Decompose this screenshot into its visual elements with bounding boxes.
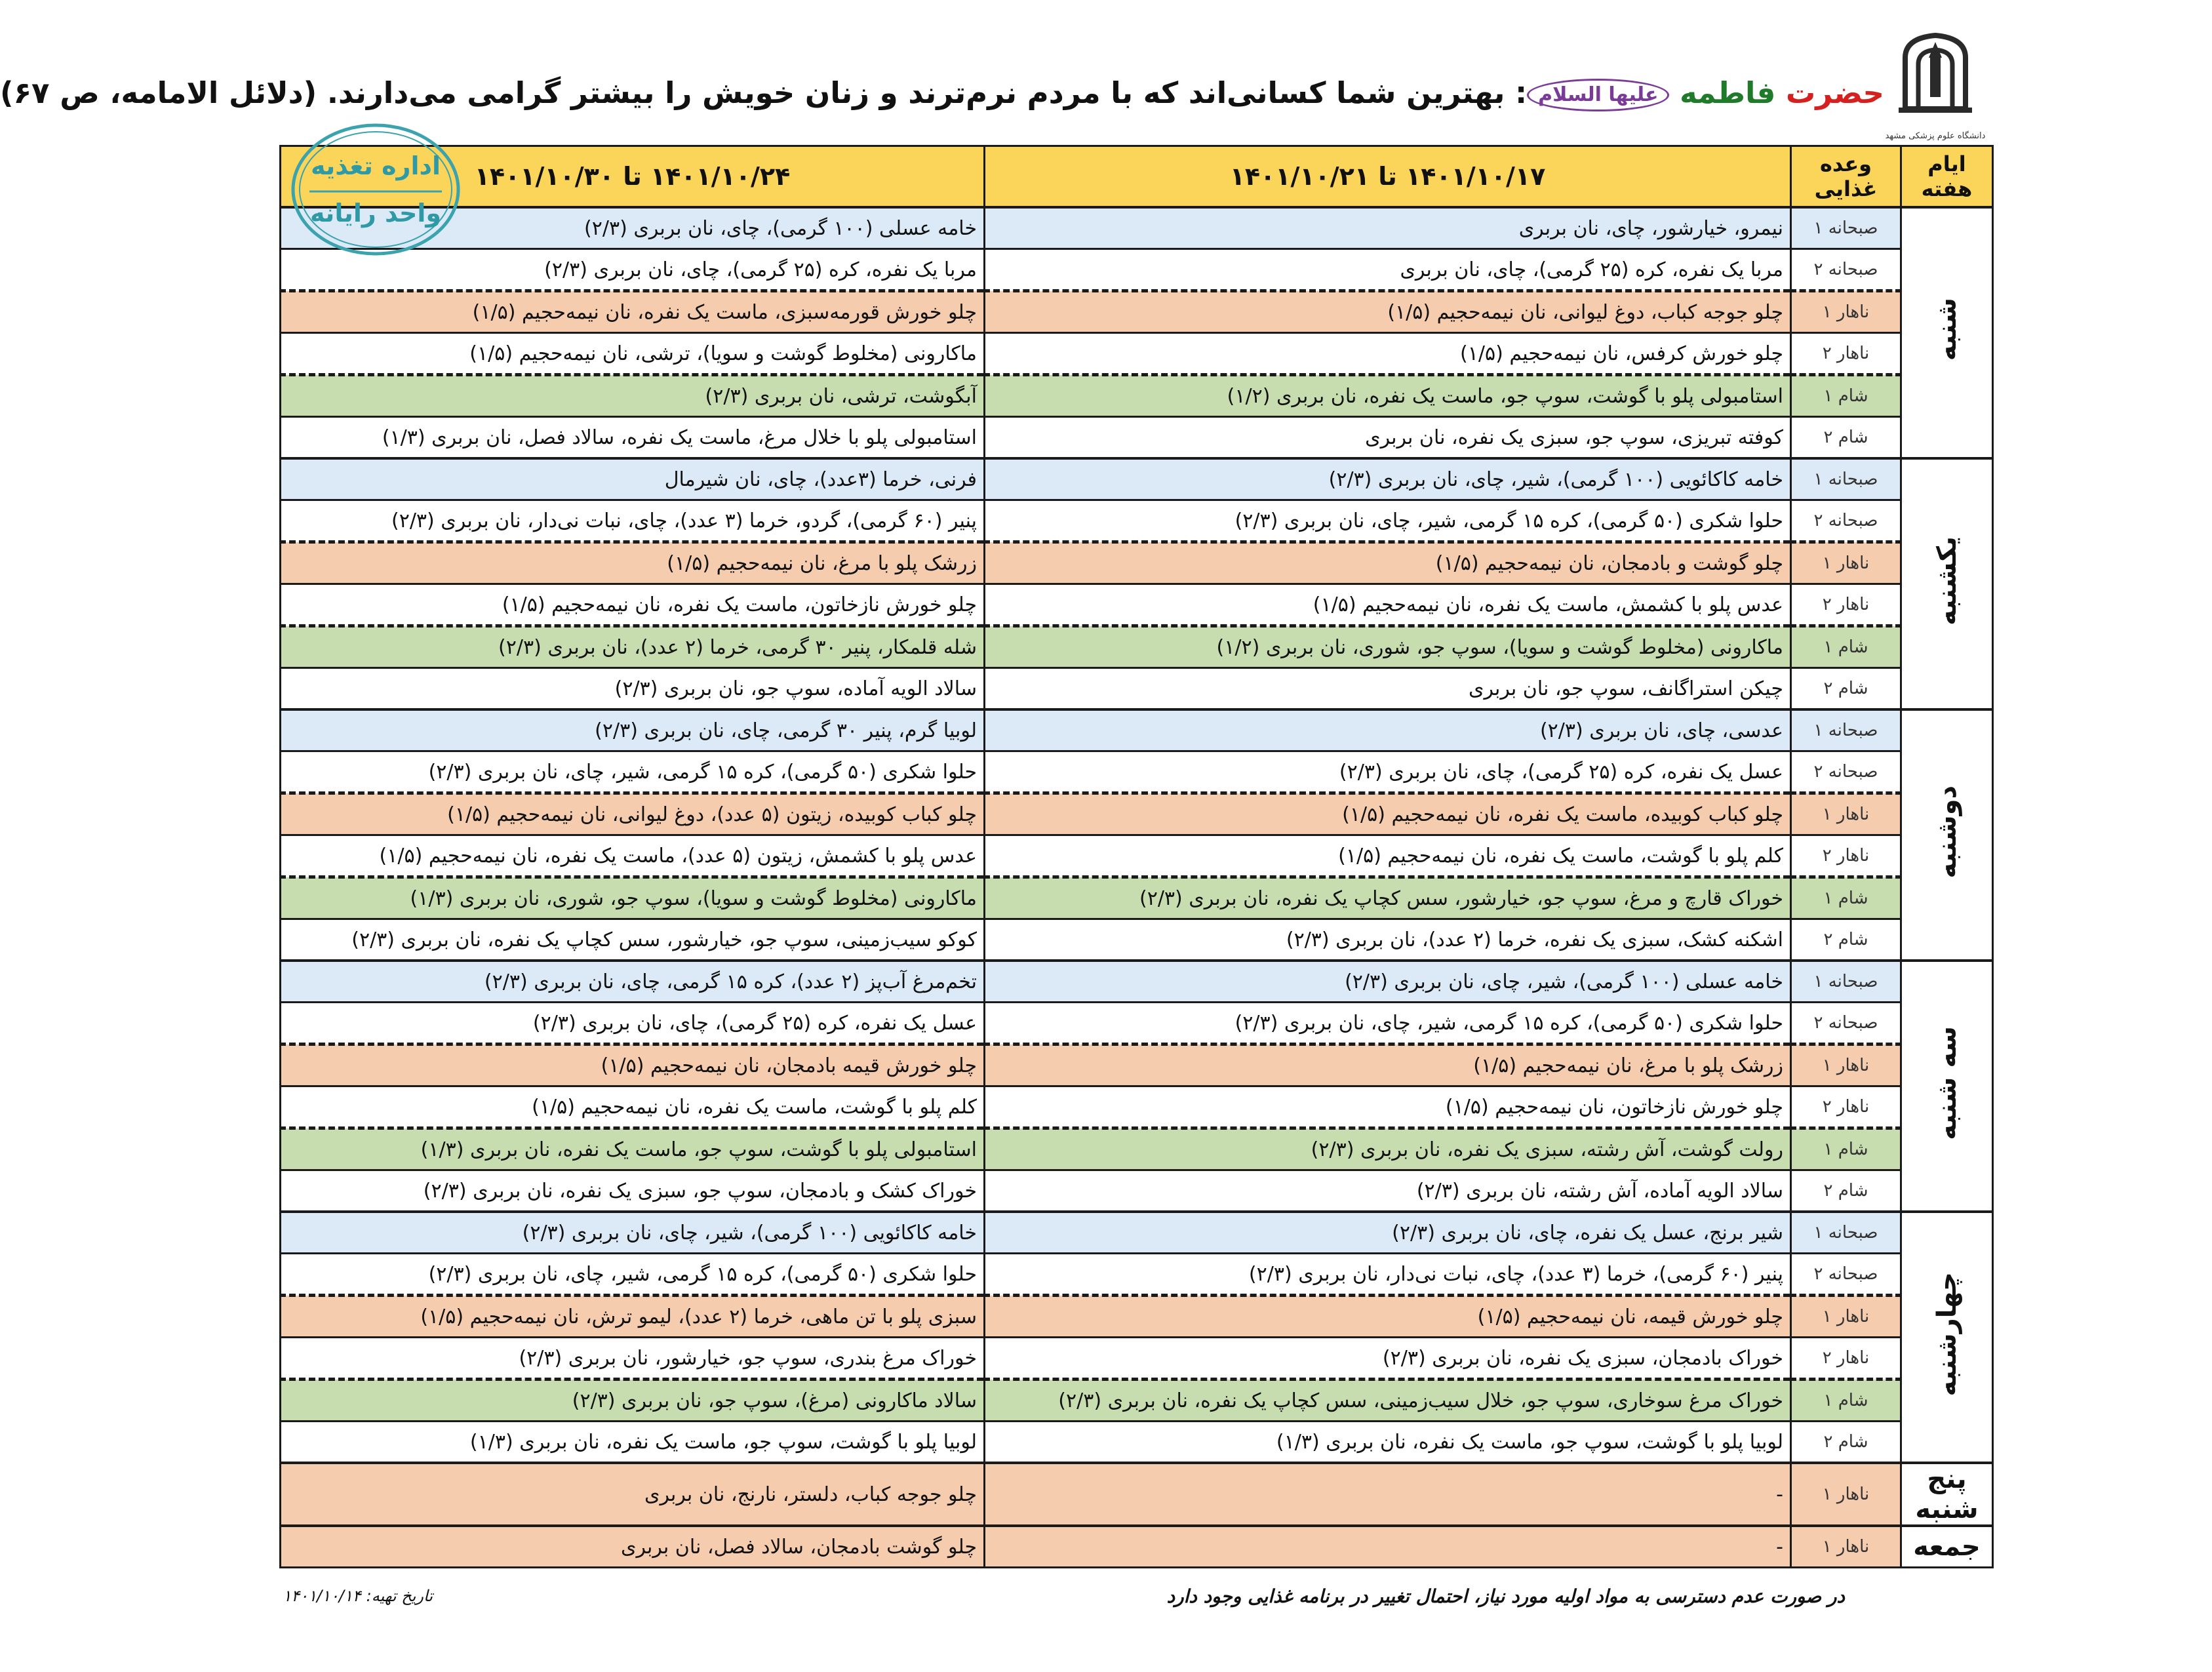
nutrition-office-stamp (290, 122, 462, 257)
week1-meal: اشکنه کشک، سبزی یک نفره، خرما (۲ عدد)، نان بربری (۲/۳) (985, 919, 1791, 961)
meal-slot: ناهار ۱ (1791, 1463, 1901, 1526)
meal-slot: صبحانه ۲ (1791, 500, 1901, 542)
week2-meal: سالاد الویه آماده، سوپ جو، نان بربری (۲/۳) (281, 668, 985, 710)
week1-meal: شیر برنج، عسل یک نفره، چای، نان بربری (۲/۳) (985, 1212, 1791, 1254)
week2-meal: حلوا شکری (۵۰ گرمی)، کره ۱۵ گرمی، شیر، چای، نان بربری (۲/۳) (281, 1254, 985, 1296)
week2-meal: استامبولی پلو با خلال مرغ، ماست یک نفره، سالاد فصل، نان بربری (۱/۳) (281, 417, 985, 459)
week2-meal: چلو گوشت بادمجان، سالاد فصل، نان بربری (281, 1526, 985, 1568)
day-name-cell (1901, 458, 1993, 709)
table-row (281, 1338, 1993, 1380)
week1-meal: خوراک مرغ سوخاری، سوپ جو، خلال سیب‌زمینی، سس کچاپ یک نفره، نان بربری (۲/۳) (985, 1380, 1791, 1422)
meal-slot: صبحانه ۲ (1791, 1003, 1901, 1045)
week1-meal: حلوا شکری (۵۰ گرمی)، کره ۱۵ گرمی، شیر، چای، نان بربری (۲/۳) (985, 500, 1791, 542)
week1-meal: چلو خورش نازخاتون، نان نیمه‌حجیم (۱/۵) (985, 1086, 1791, 1128)
table-row (281, 249, 1993, 291)
week2-meal: زرشک پلو با مرغ، نان نیمه‌حجیم (۱/۵) (281, 542, 985, 584)
prepared-label: تاریخ تهیه: (366, 1587, 433, 1605)
week2-meal: تخم‌مرغ آب‌پز (۲ عدد)، کره ۱۵ گرمی، چای، نان بربری (۲/۳) (281, 961, 985, 1003)
col-header-meal: وعده غذایی (1791, 146, 1901, 208)
week2-meal: خامه کاکائویی (۱۰۰ گرمی)، شیر، چای، نان بربری (۲/۳) (281, 1212, 985, 1254)
honorific-seal: عليها السلام (1527, 79, 1669, 111)
table-row (281, 542, 1993, 584)
table-row (281, 584, 1993, 626)
week2-meal: خوراک کشک و بادمجان، سوپ جو، سبزی یک نفره، نان بربری (۲/۳) (281, 1170, 985, 1212)
meal-slot: صبحانه ۲ (1791, 1254, 1901, 1296)
day-name-cell (1901, 1463, 1993, 1526)
week2-meal: کلم پلو با گوشت، ماست یک نفره، نان نیمه‌حجیم (۱/۵) (281, 1086, 985, 1128)
week1-meal: - (985, 1463, 1791, 1526)
table-row (281, 877, 1993, 919)
week2-meal: شله قلمکار، پنیر ۳۰ گرمی، خرما (۲ عدد)، نان بربری (۲/۳) (281, 626, 985, 668)
week2-meal: ماکارونی (مخلوط گوشت و سویا)، سوپ جو، شوری، نان بربری (۱/۳) (281, 877, 985, 919)
table-row (281, 668, 1993, 710)
stamp-line1: اداره تغذیه (310, 151, 441, 180)
table-row (281, 1170, 1993, 1212)
table-row (281, 751, 1993, 793)
week1-meal: لوبیا پلو با گوشت، سوپ جو، ماست یک نفره، نان بربری (۱/۳) (985, 1422, 1791, 1463)
week2-meal: خوراک مرغ بندری، سوپ جو، خیارشور، نان بربری (۲/۳) (281, 1338, 985, 1380)
col-header-week1: ۱۴۰۱/۱۰/۱۷ تا ۱۴۰۱/۱۰/۲۱ (985, 146, 1791, 208)
meal-slot: ناهار ۲ (1791, 1338, 1901, 1380)
meal-slot: ناهار ۲ (1791, 584, 1901, 626)
meal-slot: شام ۲ (1791, 919, 1901, 961)
meal-slot: ناهار ۱ (1791, 793, 1901, 835)
hadith-quote (0, 63, 1884, 123)
table-row (281, 207, 1993, 249)
hadith-speaker: حضرت فاطمه (1680, 75, 1884, 110)
week1-meal: کوفته تبریزی، سوپ جو، سبزی یک نفره، نان بربری (985, 417, 1791, 459)
table-row (281, 458, 1993, 500)
meal-slot: صبحانه ۱ (1791, 1212, 1901, 1254)
meal-slot: شام ۱ (1791, 1380, 1901, 1422)
table-row (281, 1422, 1993, 1463)
week1-meal: چلو گوشت و بادمجان، نان نیمه‌حجیم (۱/۵) (985, 542, 1791, 584)
table-row (281, 1128, 1993, 1170)
logo-caption: دانشگاه علوم پزشکی مشهد (1885, 131, 1986, 141)
week1-meal: نیمرو، خیارشور، چای، نان بربری (985, 207, 1791, 249)
meal-slot: صبحانه ۱ (1791, 458, 1901, 500)
meal-slot: ناهار ۱ (1791, 1045, 1901, 1086)
meal-slot: ناهار ۲ (1791, 1086, 1901, 1128)
week1-meal: استامبولی پلو با گوشت، سوپ جو، ماست یک نفره، نان بربری (۱/۲) (985, 375, 1791, 417)
meal-slot: صبحانه ۱ (1791, 709, 1901, 751)
table-row (281, 626, 1993, 668)
table-row (281, 709, 1993, 751)
meal-slot: شام ۱ (1791, 1128, 1901, 1170)
week1-meal: سالاد الویه آماده، آش رشته، نان بربری (۲/۳) (985, 1170, 1791, 1212)
day-name-cell (1901, 1526, 1993, 1568)
week1-meal: مربا یک نفره، کره (۲۵ گرمی)، چای، نان بربری (985, 249, 1791, 291)
meal-slot: صبحانه ۱ (1791, 207, 1901, 249)
week2-meal: استامبولی پلو با گوشت، سوپ جو، ماست یک نفره، نان بربری (۱/۳) (281, 1128, 985, 1170)
week2-meal: خامه عسلی (۱۰۰ گرمی)، چای، نان بربری (۲/۳) (281, 207, 985, 249)
day-name-cell (1901, 207, 1993, 458)
meal-slot: شام ۲ (1791, 668, 1901, 710)
table-row (281, 1254, 1993, 1296)
day-name-cell (1901, 709, 1993, 961)
week1-meal: رولت گوشت، آش رشته، سبزی یک نفره، نان بربری (۲/۳) (985, 1128, 1791, 1170)
week1-meal: ماکارونی (مخلوط گوشت و سویا)، سوپ جو، شوری، نان بربری (۱/۲) (985, 626, 1791, 668)
prepared-date-value: ۱۴۰۱/۱۰/۱۴ (283, 1587, 361, 1605)
meal-slot: شام ۱ (1791, 375, 1901, 417)
week1-meal: پنیر (۶۰ گرمی)، خرما (۳ عدد)، چای، نبات نی‌دار، نان بربری (۲/۳) (985, 1254, 1791, 1296)
meal-slot: ناهار ۲ (1791, 333, 1901, 375)
day-name: دوشنبه (1931, 785, 1962, 879)
week1-meal: - (985, 1526, 1791, 1568)
day-name-cell (1901, 1212, 1993, 1463)
table-row (281, 1086, 1993, 1128)
stamp-line2: واحد رایانه (310, 199, 441, 228)
week1-meal: خامه عسلی (۱۰۰ گرمی)، شیر، چای، نان بربری (۲/۳) (985, 961, 1791, 1003)
day-name: چهارشنبه (1931, 1271, 1962, 1397)
meal-slot: صبحانه ۱ (1791, 961, 1901, 1003)
week2-meal: چلو جوجه کباب، دلستر، نارنج، نان بربری (281, 1463, 985, 1526)
meal-slot: شام ۱ (1791, 626, 1901, 668)
week1-meal: خوراک قارچ و مرغ، سوپ جو، خیارشور، سس کچاپ یک نفره، نان بربری (۲/۳) (985, 877, 1791, 919)
col-header-day: ایام هفته (1901, 146, 1993, 208)
week2-meal: کوکو سیب‌زمینی، سوپ جو، خیارشور، سس کچاپ یک نفره، نان بربری (۲/۳) (281, 919, 985, 961)
table-row (281, 835, 1993, 877)
meal-slot: شام ۲ (1791, 1422, 1901, 1463)
table-row (281, 919, 1993, 961)
meal-slot: شام ۲ (1791, 1170, 1901, 1212)
table-row (281, 1003, 1993, 1045)
meal-slot: ناهار ۱ (1791, 542, 1901, 584)
meal-slot: ناهار ۲ (1791, 835, 1901, 877)
week1-meal: چلو جوجه کباب، دوغ لیوانی، نان نیمه‌حجیم (۱/۵) (985, 291, 1791, 333)
table-row (281, 1526, 1993, 1568)
week2-meal: سالاد ماکارونی (مرغ)، سوپ جو، نان بربری (۲/۳) (281, 1380, 985, 1422)
day-name: جمعه (1913, 1532, 1981, 1562)
table-row (281, 417, 1993, 459)
week1-meal: چلو کباب کوبیده، ماست یک نفره، نان نیمه‌حجیم (۱/۵) (985, 793, 1791, 835)
week1-meal: حلوا شکری (۵۰ گرمی)، کره ۱۵ گرمی، شیر، چای، نان بربری (۲/۳) (985, 1003, 1791, 1045)
table-row (281, 1212, 1993, 1254)
week2-meal: چلو خورش قیمه بادمجان، نان نیمه‌حجیم (۱/۵) (281, 1045, 985, 1086)
meal-slot: صبحانه ۲ (1791, 751, 1901, 793)
week1-meal: چیکن استراگانف، سوپ جو، نان بربری (985, 668, 1791, 710)
table-header-row (281, 146, 1993, 208)
table-row (281, 1045, 1993, 1086)
hadith-text: : بهترین شما کسانی‌اند که با مردم نرم‌ترند و زنان خویش را بیشتر گرامی می‌دارند. (دلائل الامامه، ص ۶۷) (0, 75, 1528, 110)
hadith-speaker-name: فاطمه (1680, 75, 1776, 110)
week2-meal: ماکارونی (مخلوط گوشت و سویا)، ترشی، نان نیمه‌حجیم (۱/۵) (281, 333, 985, 375)
week1-meal: عدس پلو با کشمش، ماست یک نفره، نان نیمه‌حجیم (۱/۵) (985, 584, 1791, 626)
week2-meal: چلو خورش نازخاتون، ماست یک نفره، نان نیمه‌حجیم (۱/۵) (281, 584, 985, 626)
day-name: شنبه (1931, 298, 1962, 361)
table-row (281, 961, 1993, 1003)
day-name: یکشنبه (1931, 536, 1962, 626)
week1-meal: چلو خورش کرفس، نان نیمه‌حجیم (۱/۵) (985, 333, 1791, 375)
table-row (281, 793, 1993, 835)
week2-meal: آبگوشت، ترشی، نان بربری (۲/۳) (281, 375, 985, 417)
university-logo (1896, 31, 1975, 130)
table-row (281, 500, 1993, 542)
week1-meal: خامه کاکائویی (۱۰۰ گرمی)، شیر، چای، نان بربری (۲/۳) (985, 458, 1791, 500)
availability-note: در صورت عدم دسترسی به مواد اولیه مورد نیاز، احتمال تغییر در برنامه غذایی وجود دارد (1166, 1585, 1845, 1607)
week1-meal: عسل یک نفره، کره (۲۵ گرمی)، چای، نان بربری (۲/۳) (985, 751, 1791, 793)
week1-meal: عدسی، چای، نان بربری (۲/۳) (985, 709, 1791, 751)
table-row (281, 1380, 1993, 1422)
week2-meal: چلو کباب کوبیده، زیتون (۵ عدد)، دوغ لیوانی، نان نیمه‌حجیم (۱/۵) (281, 793, 985, 835)
meal-slot: ناهار ۱ (1791, 1526, 1901, 1568)
meal-slot: صبحانه ۲ (1791, 249, 1901, 291)
meal-slot: شام ۱ (1791, 877, 1901, 919)
day-name-cell (1901, 961, 1993, 1212)
table-row (281, 1296, 1993, 1338)
week1-meal: خوراک بادمجان، سبزی یک نفره، نان بربری (۲/۳) (985, 1338, 1791, 1380)
meal-slot: ناهار ۱ (1791, 291, 1901, 333)
week2-meal: پنیر (۶۰ گرمی)، گردو، خرما (۳ عدد)، چای، نبات نی‌دار، نان بربری (۲/۳) (281, 500, 985, 542)
day-name: سه شنبه (1931, 1025, 1962, 1140)
table-row (281, 1463, 1993, 1526)
week1-meal: کلم پلو با گوشت، ماست یک نفره، نان نیمه‌حجیم (۱/۵) (985, 835, 1791, 877)
week1-meal: زرشک پلو با مرغ، نان نیمه‌حجیم (۱/۵) (985, 1045, 1791, 1086)
week2-meal: حلوا شکری (۵۰ گرمی)، کره ۱۵ گرمی، شیر، چای، نان بربری (۲/۳) (281, 751, 985, 793)
meal-slot: شام ۲ (1791, 417, 1901, 459)
week1-meal: چلو خورش قیمه، نان نیمه‌حجیم (۱/۵) (985, 1296, 1791, 1338)
week2-meal: عسل یک نفره، کره (۲۵ گرمی)، چای، نان بربری (۲/۳) (281, 1003, 985, 1045)
week2-meal: عدس پلو با کشمش، زیتون (۵ عدد)، ماست یک نفره، نان نیمه‌حجیم (۱/۵) (281, 835, 985, 877)
table-row (281, 375, 1993, 417)
meal-slot: ناهار ۱ (1791, 1296, 1901, 1338)
table-row (281, 333, 1993, 375)
day-name: پنج شنبه (1915, 1464, 1979, 1524)
week2-meal: مربا یک نفره، کره (۲۵ گرمی)، چای، نان بربری (۲/۳) (281, 249, 985, 291)
col-header-week2: ۱۴۰۱/۱۰/۲۴ تا ۱۴۰۱/۱۰/۳۰ (281, 146, 985, 208)
table-row (281, 291, 1993, 333)
weekly-meal-table (279, 145, 1994, 1568)
week2-meal: فرنی، خرما (۳عدد)، چای، نان شیرمال (281, 458, 985, 500)
week2-meal: سبزی پلو با تن ماهی، خرما (۲ عدد)، لیمو ترش، نان نیمه‌حجیم (۱/۵) (281, 1296, 985, 1338)
week2-meal: لوبیا گرم، پنیر ۳۰ گرمی، چای، نان بربری (۲/۳) (281, 709, 985, 751)
week2-meal: لوبیا پلو با گوشت، سوپ جو، ماست یک نفره، نان بربری (۱/۳) (281, 1422, 985, 1463)
week2-meal: چلو خورش قورمه‌سبزی، ماست یک نفره، نان نیمه‌حجیم (۱/۵) (281, 291, 985, 333)
prepared-date (282, 1587, 433, 1605)
